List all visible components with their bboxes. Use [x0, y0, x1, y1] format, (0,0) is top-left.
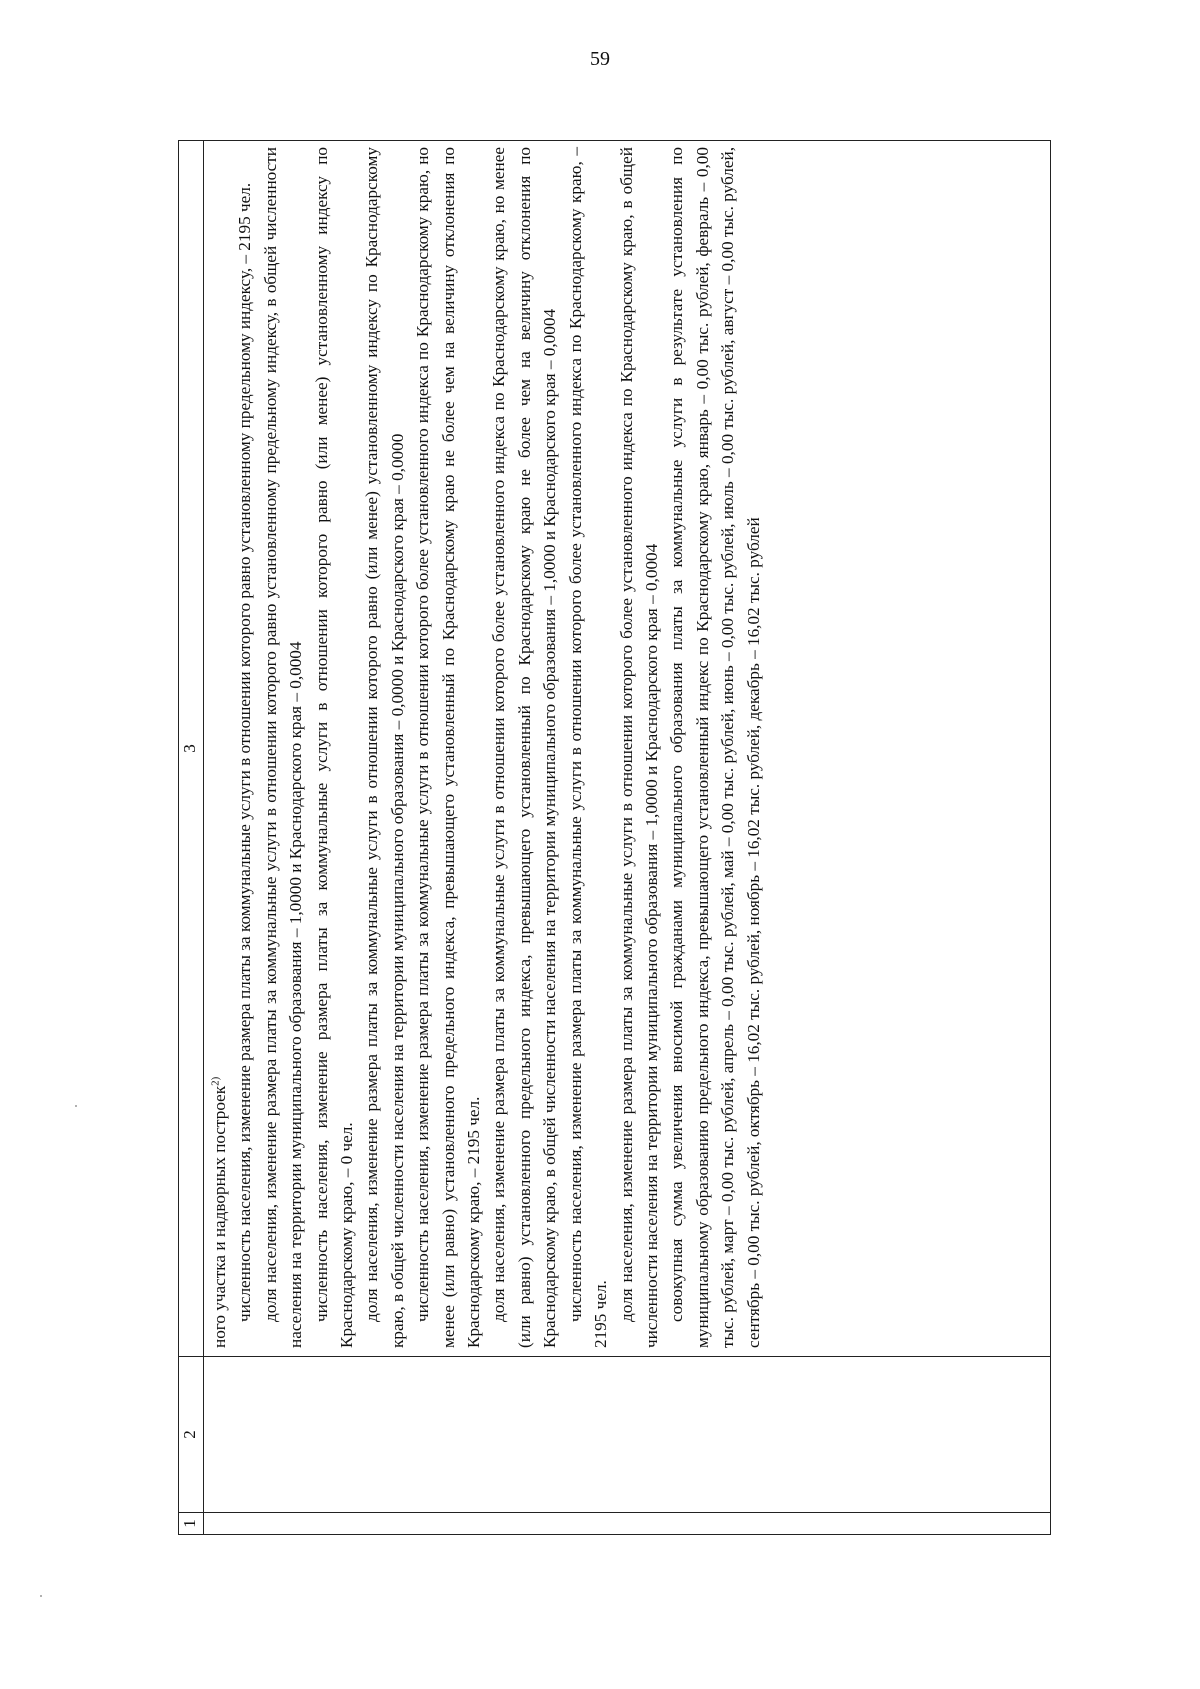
table-header-row [179, 141, 204, 1535]
page-number: 59 [590, 48, 610, 70]
rotated-table-container [178, 140, 1051, 1535]
cell-col-1 [204, 1513, 1051, 1535]
indicator-text [204, 141, 766, 1356]
scan-speck [75, 1105, 77, 1107]
paragraph: численность населения, изменение размера платы за коммунальные услуги в отношении которого равно установленному предельному индексу, – 2195 чел. [235, 182, 255, 1322]
footnote-marker: 2) [209, 1076, 222, 1086]
paragraph: численность населения, изменение размера платы за коммунальные услуги в отношении которого равно (или менее) установленному индексу по Краснодарскому краю, – 0 чел. [311, 147, 357, 1348]
scan-speck [40, 1595, 42, 1597]
cell-col-2 [204, 1357, 1051, 1513]
paragraph: доля населения, изменение размера платы за коммунальные услуги в отношении которого равно установленному предельному индексу, в общей численности населения на территории муниципального образования – 1,0000 и Краснодарского края – 0,0004 [260, 147, 306, 1348]
cell-col-3 [204, 141, 1051, 1357]
paragraph-intro [207, 147, 232, 1348]
paragraph: доля населения, изменение размера платы за коммунальные услуги в отношении которого более установленного индекса по Краснодарскому краю, в общей численности населения на территории муниципального образования – 1,0000 и Краснодарского края – 0,0004 [616, 147, 661, 1348]
header-col-3: 3 [179, 141, 204, 1357]
intro-text: ного участка и надворных построек [210, 1085, 229, 1348]
paragraph: численность населения, изменение размера платы за коммунальные услуги в отношении которого более установленного индекса по Краснодарскому краю, но менее (или равно) установленного предельного индекса, превышающего установленный по Краснодарскому краю не более чем на величину отклонения по Краснодарскому краю, – 2195 чел. [413, 147, 484, 1348]
table-body-row [204, 141, 1051, 1535]
header-col-1: 1 [179, 1513, 204, 1535]
paragraph: численность населения, изменение размера платы за коммунальные услуги в отношении которого более установленного индекса по Краснодарскому краю, – 2195 чел. [565, 147, 611, 1348]
paragraph: доля населения, изменение размера платы за коммунальные услуги в отношении которого более установленного индекса по Краснодарскому краю, но менее (или равно) установленного предельного индекса, превышающего установленный по Краснодарскому краю не более чем на величину отклонения по Краснодарскому краю, в общей численности населения на территории муниципального образования – 1,0000 и Краснодарского края – 0,0004 [489, 147, 560, 1348]
header-col-2: 2 [179, 1357, 204, 1513]
document-table [178, 140, 1051, 1535]
paragraph: совокупная сумма увеличения вносимой гражданами муниципального образования платы за коммунальные услуги в результате установления по муниципальному образованию предельного индекса, превышающего установленный индекс по Краснодарскому краю, январь – 0,00 тыс. рублей, февраль – 0,00 тыс. рублей, март – 0,00 тыс. рублей, апрель – 0,00 тыс. рублей, май – 0,00 тыс. рублей, июнь – 0,00 тыс. рублей, июль – 0,00 тыс. рублей, август – 0,00 тыс. рублей, сентябрь – 0,00 тыс. рублей, октябрь – 16,02 тыс. рублей, ноябрь – 16,02 тыс. рублей, декабрь – 16,02 тыс. рублей [667, 147, 763, 1348]
paragraph: доля населения, изменение размера платы за коммунальные услуги в отношении которого равно (или менее) установленному индексу по Краснодарскому краю, в общей численности населения на территории муниципального образования – 0,0000 и Краснодарского края – 0,0000 [362, 147, 407, 1348]
